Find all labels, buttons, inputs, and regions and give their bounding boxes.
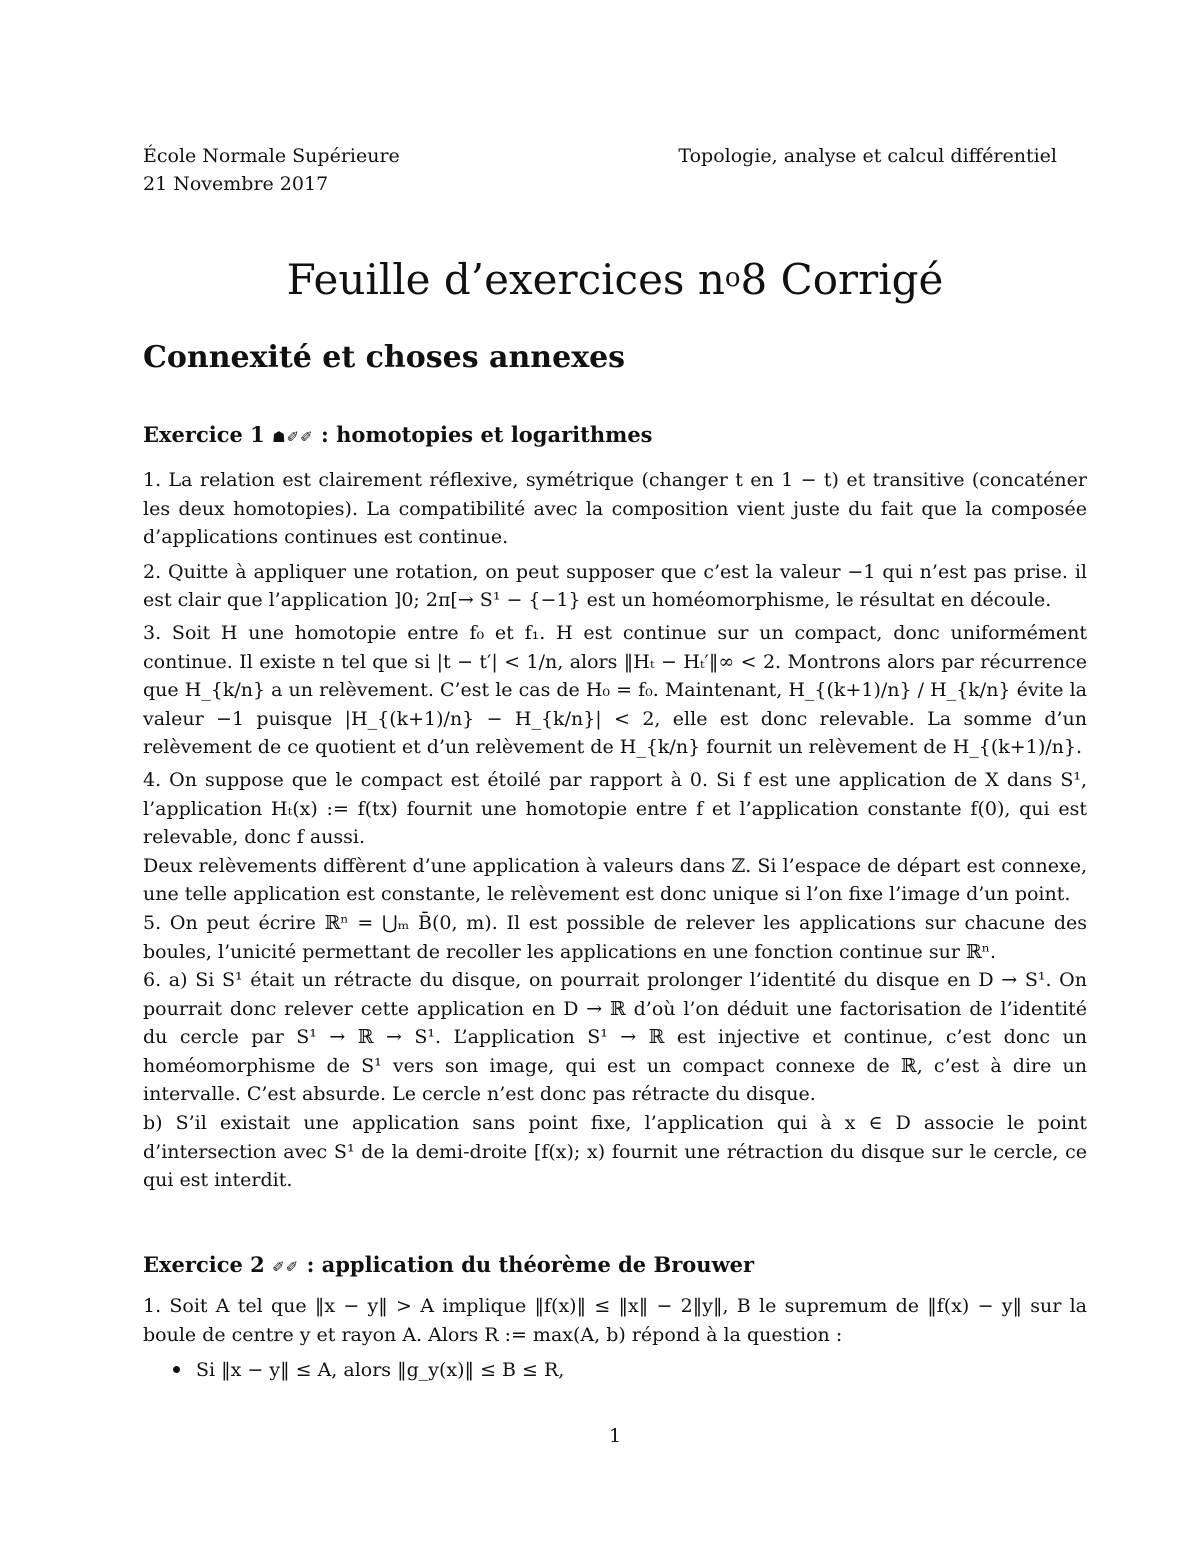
paragraph: 2. Quitte à appliquer une rotation, on peut supposer que c’est la valeur −1 qui n’est pas prise. il est clair que l’application ]0; 2π[→ S¹ − {−1} est un homéomorphisme, le résultat en découle.	[143, 560, 1087, 612]
paragraph: 1. Soit A tel que ‖x − y‖ > A implique ‖f(x)‖ ≤ ‖x‖ − 2‖y‖, B le supremum de ‖f(x) − y‖ sur la boule de centre y et rayon A. Alors R := max(A, b) répond à la question :	[143, 1295, 1087, 1346]
difficulty-icon: ✐✐	[272, 1258, 300, 1276]
exercise-subtitle: : application du théorème de Brouwer	[306, 1252, 755, 1277]
document-page	[143, 0, 1087, 1553]
section-heading: Connexité et choses annexes	[143, 340, 626, 375]
paragraph: 4. On suppose que le compact est étoilé par rapport à 0. Si f est une application de X dans S¹, l’application Hₜ(x) := f(tx) fournit une homotopie entre f et l’application constante f(0), qui est relevable, donc f aussi.	[143, 768, 1087, 849]
exercise-label: Exercice 1	[143, 422, 265, 447]
paragraph: 1. La relation est clairement réflexive, symétrique (changer t en 1 − t) et transitive (concaténer les deux homotopies). La compatibilité avec la composition vient juste du fait que la composée d’applications continues est continue.	[143, 469, 1087, 549]
paragraph: b) S’il existait une application sans point fixe, l’application qui à x ∈ D associe le point d’intersection avec S¹ de la demi-droite [f(x); x) fournit une rétraction du disque sur le cercle, ce qui est interdit.	[143, 1112, 1087, 1192]
difficulty-icon: ☗✐✐	[272, 428, 314, 446]
list-item: Si ‖x − y‖ ≤ A, alors ‖g_y(x)‖ ≤ B ≤ R,	[173, 1356, 564, 1385]
exercise-1-heading	[143, 420, 653, 452]
document-date: 21 Novembre 2017	[143, 173, 329, 195]
header-left	[143, 142, 400, 198]
school-name: École Normale Supérieure	[143, 145, 400, 167]
page-number: 1	[608, 1425, 622, 1447]
exercise-subtitle: : homotopies et logarithmes	[321, 422, 653, 447]
exercise-2-heading	[143, 1250, 754, 1282]
bullet-icon	[173, 1366, 180, 1373]
paragraph: 3. Soit H une homotopie entre f₀ et f₁. H est continue sur un compact, donc uniformément continue. Il existe n tel que si |t − t′| < 1/n, alors ‖Hₜ − Hₜ′‖∞ < 2. Montrons alors par récurrence que H_{k/n} a un relèvement. C’est le cas de H₀ = f₀. Maintenant, H_{(k+1)/n} / H_{k/n} évite la valeur −1 puisque |H_{(k+1)/n} − H_{k/n}| < 2, elle est donc relevable. La somme d’un relèvement de ce quotient et d’un relèvement de H_{k/n} fournit un relèvement de H_{(k+1)/n}.	[143, 621, 1087, 759]
page-title: Feuille d’exercices $n^o8$ Corrigé	[286, 255, 944, 304]
paragraph: Deux relèvements diffèrent d’une application à valeurs dans ℤ. Si l’espace de départ est connexe, une telle application est constante, le relèvement est donc unique si l’on fixe l’image d’un point.	[143, 854, 1087, 906]
course-name: Topologie, analyse et calcul différentiel	[678, 145, 1057, 167]
exercise-1-body	[143, 466, 1087, 1195]
exercise-2-body	[143, 1292, 1087, 1349]
paragraph: 5. On peut écrire ℝⁿ = ⋃ₘ B̄(0, m). Il est possible de relever les applications sur chacune des boules, l’unicité permettant de recoller les applications en une fonction continue sur ℝⁿ.	[143, 911, 1087, 963]
exercise-label: Exercice 2	[143, 1252, 265, 1277]
paragraph: 6. a) Si S¹ était un rétracte du disque, on pourrait prolonger l’identité du disque en D → S¹. On pourrait donc relever cette application en D → ℝ d’où l’on déduit une factorisation de l’identité du cercle par S¹ → ℝ → S¹. L’application S¹ → ℝ est injective et continue, c’est donc un homéomorphisme de S¹ vers son image, qui est un compact connexe de ℝ, c’est à dire un intervalle. C’est absurde. Le cercle n’est donc pas rétracte du disque.	[143, 969, 1087, 1106]
